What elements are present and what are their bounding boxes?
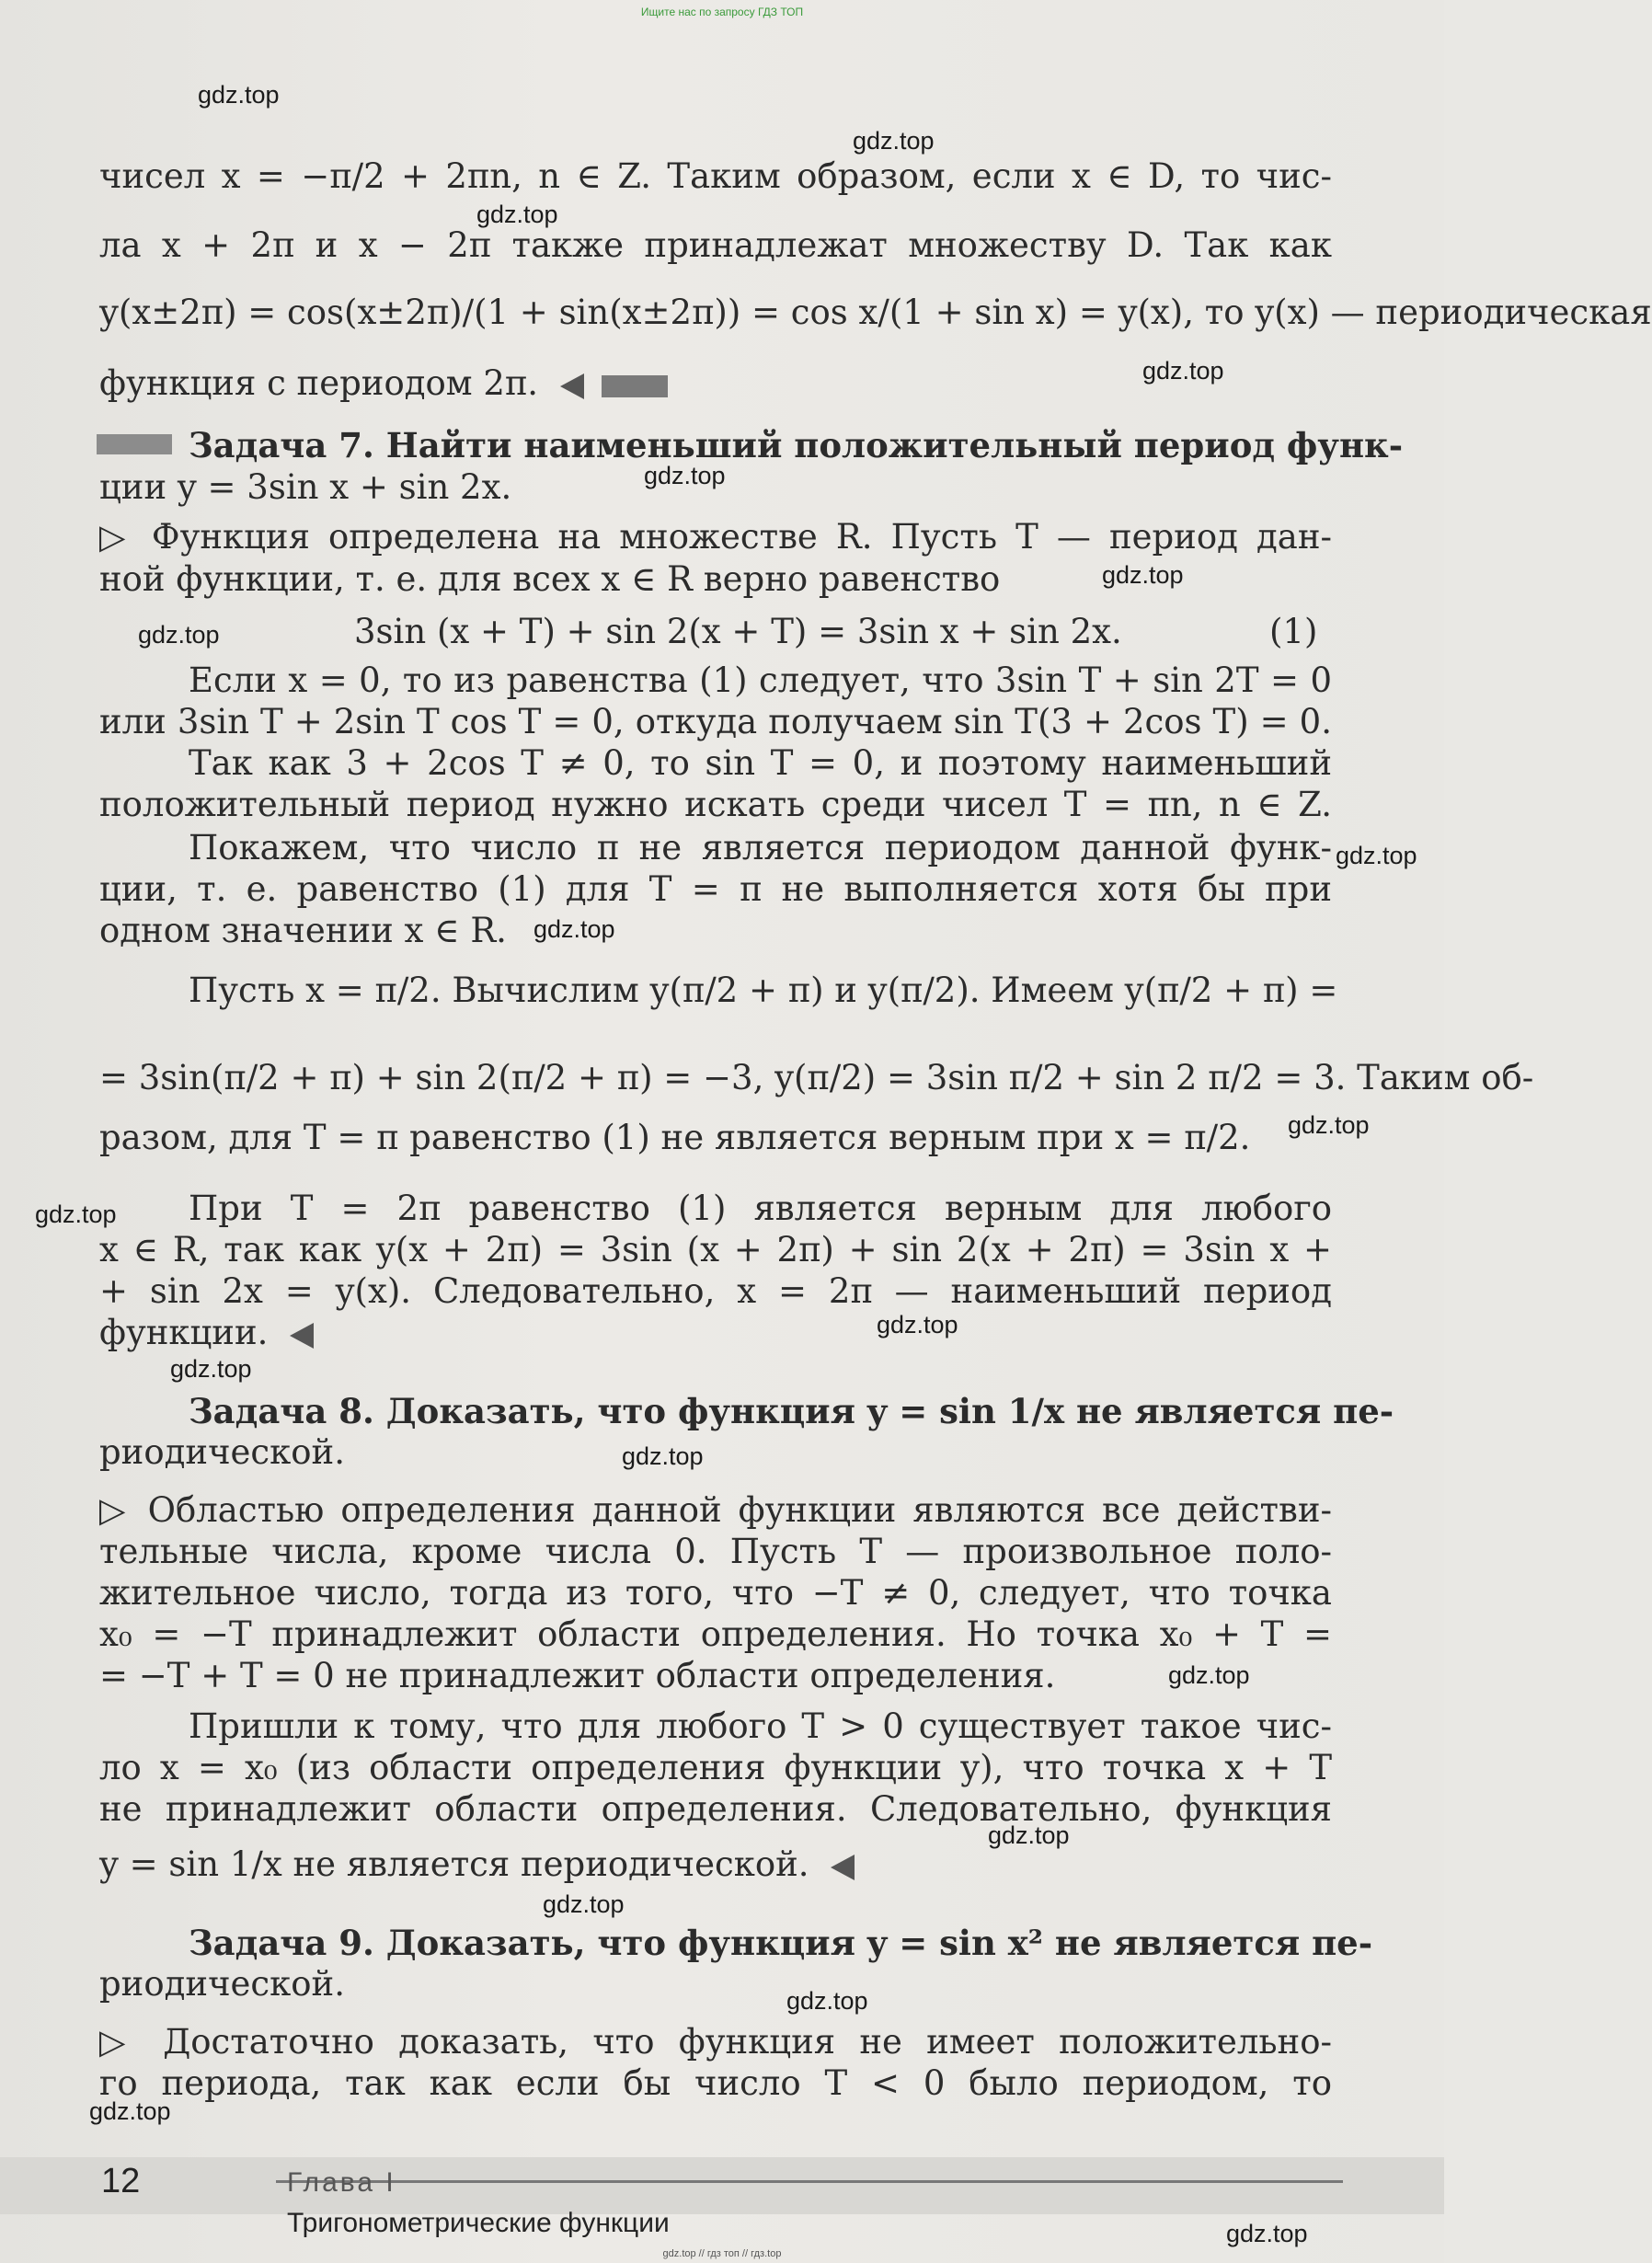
watermark: gdz.top	[1142, 357, 1224, 385]
watermark: gdz.top	[1102, 561, 1184, 589]
watermark: gdz.top	[476, 201, 558, 228]
text-line: разом, для T = π равенство (1) не является верным при x = π/2.	[99, 1118, 1251, 1157]
text-line: Если x = 0, то из равенства (1) следует, что 3sin T + sin 2T = 0	[189, 661, 1332, 700]
watermark: gdz.top	[877, 1311, 958, 1338]
equation-number: (1)	[1269, 612, 1318, 651]
text-line: ▷ Областью определения данной функции являются все действи-	[99, 1490, 1332, 1530]
chapter-label: Глава I	[287, 2167, 396, 2198]
text-line: ции y = 3sin x + sin 2x.	[99, 467, 512, 507]
text-line: го периода, так как если бы число T < 0 было периодом, то	[99, 2063, 1332, 2103]
watermark: gdz.top	[853, 127, 935, 155]
problem-9-title: Задача 9. Доказать, что функция y = sin x² не является пе-	[189, 1923, 1373, 1963]
text-line: положительный период нужно искать среди чисел T = πn, n ∈ Z.	[99, 785, 1332, 824]
text-line	[99, 1313, 1332, 1353]
watermark: gdz.top	[1168, 1661, 1250, 1689]
text-line: риодической.	[99, 1964, 345, 2004]
text-line: Покажем, что число π не является периодом данной функ-	[189, 828, 1332, 867]
text-line: ции, т. е. равенство (1) для T = π не выполняется хотя бы при	[99, 869, 1332, 909]
watermark: gdz.top	[1288, 1111, 1370, 1139]
equation-1: 3sin (x + T) + sin 2(x + T) = 3sin x + sin 2x.	[354, 612, 1122, 651]
problem-marker-icon	[97, 434, 172, 454]
end-of-solution-icon	[831, 1855, 855, 1880]
chapter-title: Тригонометрические функции	[287, 2208, 670, 2238]
text-line: Так как 3 + 2cos T ≠ 0, то sin T = 0, и поэтому наименьший	[189, 743, 1332, 783]
text-line: тельные числа, кроме числа 0. Пусть T — произвольное поло-	[99, 1532, 1332, 1571]
text-span: функции.	[99, 1313, 269, 1352]
text-line	[99, 1844, 1332, 1885]
watermark: gdz.top	[198, 81, 280, 109]
watermark: gdz.top	[1226, 2220, 1308, 2247]
watermark: gdz.top	[543, 1890, 625, 1918]
footer-bar	[0, 2157, 1444, 2214]
watermark: gdz.top	[622, 1442, 704, 1470]
problem-8-title: Задача 8. Доказать, что функция y = sin 1/x не является пе-	[189, 1391, 1394, 1431]
text-line: x₀ = −T принадлежит области определения. Но точка x₀ + T =	[99, 1614, 1332, 1654]
text-line: не принадлежит области определения. Следовательно, функция	[99, 1789, 1332, 1829]
bottom-banner[interactable]: gdz.top // гдз топ // гдз.top	[662, 2248, 782, 2259]
watermark: gdz.top	[138, 621, 220, 649]
text-line: Пусть x = π/2. Вычислим y(π/2 + π) и y(π/2). Имеем y(π/2 + π) =	[189, 971, 1338, 1010]
text-line: одном значении x ∈ R.	[99, 911, 507, 950]
text-line: = −T + T = 0 не принадлежит области определения.	[99, 1656, 1056, 1695]
text-line: или 3sin T + 2sin T cos T = 0, откуда получаем sin T(3 + 2cos T) = 0.	[99, 702, 1332, 741]
watermark: gdz.top	[786, 1987, 868, 2015]
watermark: gdz.top	[89, 2097, 171, 2125]
text-line: y(x±2π) = cos(x±2π)/(1 + sin(x±2π)) = cos x/(1 + sin x) = y(x), то y(x) — периодическая	[99, 293, 1652, 332]
page-number: 12	[101, 2162, 141, 2200]
text-line: = 3sin(π/2 + π) + sin 2(π/2 + π) = −3, y(π/2) = 3sin π/2 + sin 2 π/2 = 3. Таким об-	[99, 1058, 1534, 1097]
text-line: ла x + 2π и x − 2π также принадлежат множеству D. Так как	[99, 225, 1332, 265]
footer-divider	[276, 2180, 1343, 2183]
watermark: gdz.top	[533, 915, 615, 943]
text-line: чисел x = −π/2 + 2πn, n ∈ Z. Таким образом, если x ∈ D, то чис-	[99, 156, 1332, 196]
text-span: y = sin 1/x не является периодической.	[99, 1844, 809, 1884]
top-banner[interactable]: Ищите нас по запросу ГДЗ ТОП	[640, 6, 804, 18]
text-line: риодической.	[99, 1432, 345, 1472]
end-of-solution-icon	[560, 373, 584, 399]
text-line: При T = 2π равенство (1) является верным для любого	[189, 1189, 1332, 1228]
watermark: gdz.top	[988, 1821, 1070, 1849]
text-line: ▷ Достаточно доказать, что функция не имеет положительно-	[99, 2022, 1332, 2062]
watermark: gdz.top	[35, 1200, 117, 1228]
text-line: ▷ Функция определена на множестве R. Пусть T — период дан-	[99, 517, 1332, 557]
watermark: gdz.top	[644, 462, 726, 489]
text-span: функция с периодом 2π.	[99, 363, 538, 403]
text-line: x ∈ R, так как y(x + 2π) = 3sin (x + 2π) + sin 2(x + 2π) = 3sin x +	[99, 1230, 1332, 1269]
watermark: gdz.top	[1336, 842, 1417, 869]
text-line: Пришли к тому, что для любого T > 0 существует такое чис-	[189, 1706, 1332, 1746]
text-line: + sin 2x = y(x). Следовательно, x = 2π — наименьший период	[99, 1271, 1332, 1311]
text-line: ло x = x₀ (из области определения функции y), что точка x + T	[99, 1748, 1332, 1787]
problem-7-title: Задача 7. Найти наименьший положительный период функ-	[189, 425, 1404, 465]
end-marker-icon	[602, 375, 668, 397]
end-of-solution-icon	[290, 1323, 314, 1349]
text-line: жительное число, тогда из того, что −T ≠ 0, следует, что точка	[99, 1573, 1332, 1613]
watermark: gdz.top	[170, 1355, 252, 1383]
text-line: ной функции, т. е. для всех x ∈ R верно равенство	[99, 559, 1001, 599]
